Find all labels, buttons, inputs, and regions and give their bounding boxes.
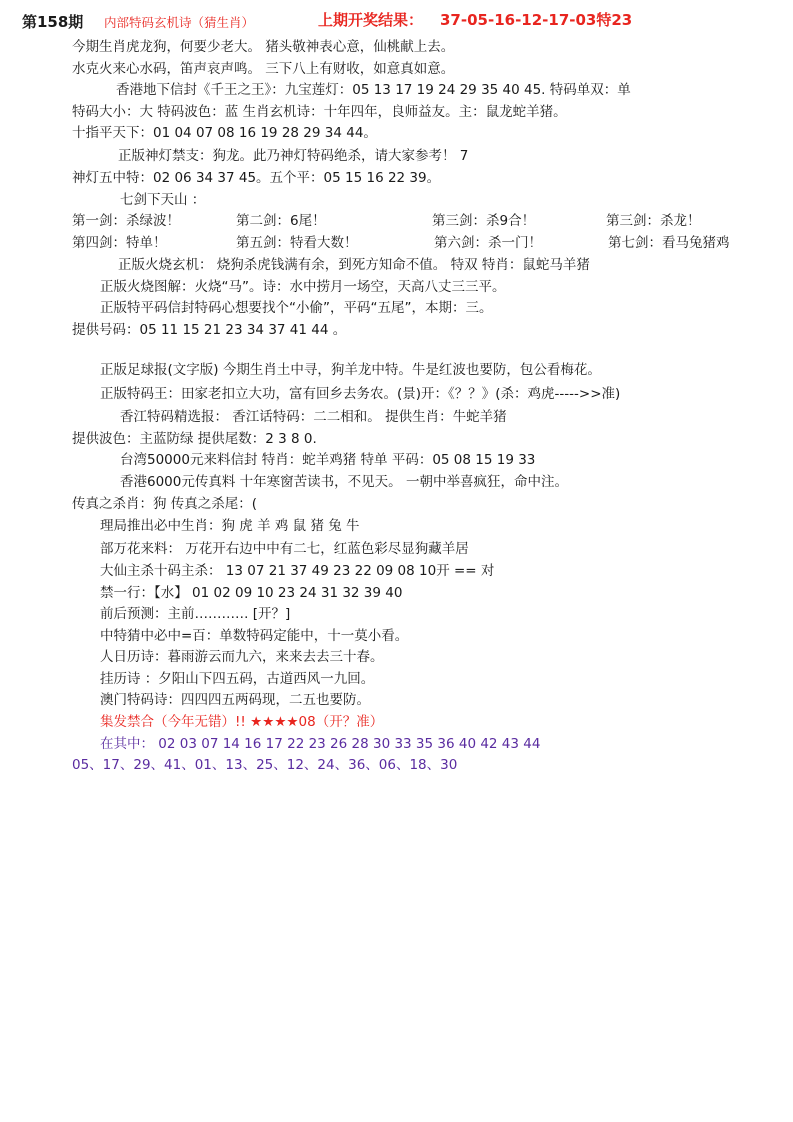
text-line-31: 集发禁合（今年无错）!! ★★★★08（开？准） bbox=[100, 714, 384, 730]
sword-4: 第四剑：特单！ bbox=[72, 235, 167, 251]
text-line-12: 正版火烧图解：火烧“马”。诗：水中捞月一场空，天高八丈三三平。 bbox=[100, 279, 506, 295]
text-line-05: 十指平天下：01 04 07 08 16 19 28 29 34 44。 bbox=[72, 125, 377, 141]
text-line-33: 05、17、29、41、01、13、25、12、24、36、06、18、30 bbox=[72, 757, 458, 773]
text-line-29: 挂历诗 ：夕阳山下四五码，古道西风一九回。 bbox=[100, 671, 375, 687]
text-line-07: 神灯五中特：02 06 34 37 45。五个平：05 15 16 22 39。 bbox=[72, 170, 441, 186]
last-result-label: 上期开奖结果： bbox=[318, 11, 424, 29]
text-line-15: 正版足球报(文字版) 今期生肖土中寻，狗羊龙中特。牛是红波也要防，包公看梅花。 bbox=[100, 362, 601, 378]
text-line-06: 正版神灯禁支：狗龙。此乃神灯特码绝杀，请大家参考！ 7 bbox=[118, 148, 469, 164]
text-line-28: 人日历诗：暮雨游云而九六，来来去去三十春。 bbox=[100, 649, 384, 665]
text-line-21: 传真之杀肖：狗 传真之杀尾：( bbox=[72, 496, 258, 512]
text-line-08: 七剑下天山 ： bbox=[120, 192, 206, 208]
text-line-24: 大仙主杀十码主杀： 13 07 21 37 49 23 22 09 08 10开 == 对 bbox=[100, 563, 495, 579]
text-line-01: 今期生肖虎龙狗，何要少老大。 猪头敬神表心意，仙桃献上去。 bbox=[72, 39, 455, 55]
text-line-03: 香港地下信封《千王之王》：九宝莲灯：05 13 17 19 24 29 35 40 45. 特码单双：单 bbox=[116, 82, 631, 98]
text-line-11: 正版火烧玄机： 烧狗杀虎钱满有余，到死方知命不值。 特双 特肖：鼠蛇马羊猪 bbox=[118, 257, 590, 273]
text-line-27: 中特猜中必中=百：单数特码定能中，十一莫小看。 bbox=[100, 628, 409, 644]
sword-1: 第一剑：杀绿波！ bbox=[72, 213, 180, 229]
text-line-16: 正版特码王：田家老扣立大功，富有回乡去务农。(景)开：《？？》(杀：鸡虎----->>准) bbox=[100, 386, 621, 402]
header-title: 内部特码玄机诗（猜生肖） bbox=[104, 15, 255, 30]
text-line-04: 特码大小：大 特码波色：蓝 生肖玄机诗：十年四年，良师益友。主：鼠龙蛇羊猪。 bbox=[72, 104, 567, 120]
text-line-13: 正版特平码信封特码心想要找个“小偷”，平码“五尾”，本期：三。 bbox=[100, 300, 493, 316]
issue-number: 第158期 bbox=[22, 13, 84, 31]
text-line-02: 水克火来心水码，笛声哀声鸣。 三下八上有财收，如意真如意。 bbox=[72, 61, 455, 77]
text-line-19: 台湾50000元来料信封 特肖：蛇羊鸡猪 特单 平码：05 08 15 19 33 bbox=[120, 452, 536, 468]
text-line-30: 澳门特码诗：四四四五两码现，二五也要防。 bbox=[100, 692, 370, 708]
sword-5: 第五剑：特看大数！ bbox=[236, 235, 358, 251]
text-line-20: 香港6000元传真料 十年寒窗苦读书，不见天。 一朝中举喜疯狂，命中注。 bbox=[120, 474, 568, 490]
last-result-value: 37-05-16-12-17-03特23 bbox=[440, 11, 633, 29]
sword-3b: 第三剑：杀龙！ bbox=[606, 213, 701, 229]
text-line-14: 提供号码：05 11 15 21 23 34 37 41 44 。 bbox=[72, 322, 347, 338]
text-line-18: 提供波色：主蓝防绿 提供尾数：2 3 8 0. bbox=[72, 431, 317, 447]
text-line-17: 香江特码精选报： 香江话特码：二二相和。 提供生肖：牛蛇羊猪 bbox=[120, 409, 507, 425]
sword-6: 第六剑：杀一门！ bbox=[434, 235, 542, 251]
sword-2: 第二剑：6尾！ bbox=[236, 213, 326, 229]
sword-7: 第七剑：看马兔猪鸡 bbox=[608, 235, 730, 251]
text-line-32: 在其中： 02 03 07 14 16 17 22 23 26 28 30 33 35 36 40 42 43 44 bbox=[100, 736, 541, 752]
sword-3: 第三剑：杀9合！ bbox=[432, 213, 536, 229]
text-line-25: 禁一行：【水】 01 02 09 10 23 24 31 32 39 40 bbox=[100, 585, 403, 601]
text-line-26: 前后预测：主前………… [开？] bbox=[100, 606, 291, 622]
text-line-23: 部万花来料： 万花开右边中中有二七，红蓝色彩尽显狗藏羊居 bbox=[100, 541, 469, 557]
text-line-22: 理局推出必中生肖：狗 虎 羊 鸡 鼠 猪 兔 牛 bbox=[100, 518, 360, 534]
